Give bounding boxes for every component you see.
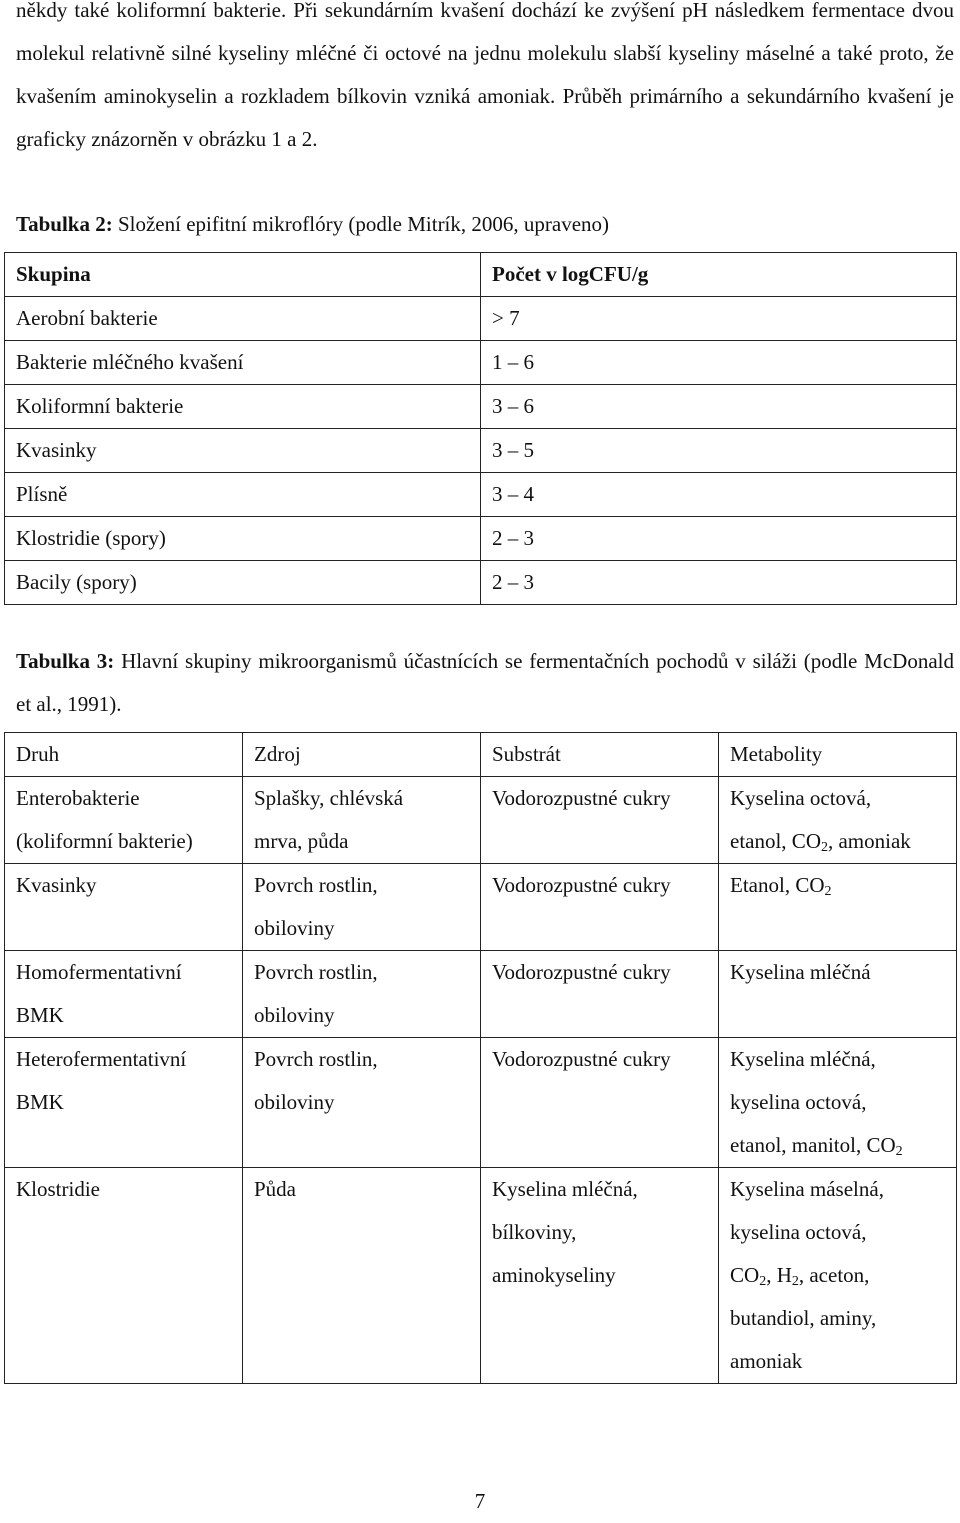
table2-caption-label: Tabulka 2: <box>16 212 113 236</box>
metabolite-text: Kyselina octová, etanol, CO <box>730 786 872 853</box>
table-header-cell: Druh <box>5 733 243 777</box>
metabolite-text: Kyselina mléčná, kyselina octová, etanol, manitol, CO <box>730 1047 896 1157</box>
table-cell: Kyselina mléčná, bílkoviny, aminokyseliny <box>481 1168 719 1384</box>
table-cell: Vodorozpustné cukry <box>481 864 719 951</box>
table-cell: Koliformní bakterie <box>5 385 481 429</box>
metabolite-text: , amoniak <box>827 829 911 853</box>
table-cell: Klostridie (spory) <box>5 517 481 561</box>
metabolite-text: Kyselina máselná, kyselina octová, CO <box>730 1177 884 1287</box>
table-cell: Půda <box>243 1168 481 1384</box>
table-cell: Homofermentativní BMK <box>5 951 243 1038</box>
table-row <box>5 297 957 341</box>
table-cell: Bakterie mléčného kvašení <box>5 341 481 385</box>
table-cell <box>719 1168 957 1384</box>
table-row <box>5 1168 957 1384</box>
table-cell: Heterofermentativní BMK <box>5 1038 243 1168</box>
table2-caption <box>16 203 954 246</box>
body-paragraph: někdy také koliformní bakterie. Při sekundárním kvašení dochází ke zvýšení pH následkem fermentace dvou molekul relativně silné kyseliny mléčné či octové na jednu molekulu slabší kyseliny máselné a také proto, že kvašením aminokyselin a rozkladem bílkovin vzniká amoniak. Průběh primárního a sekundárního kvašení je graficky znázorněn v obrázku 1 a 2. <box>16 0 954 151</box>
subscript: 2 <box>791 1274 799 1289</box>
table-cell: Klostridie <box>5 1168 243 1384</box>
table-cell <box>719 1038 957 1168</box>
metabolite-text: Kyselina mléčná <box>730 960 871 984</box>
table-cell: 3 – 4 <box>481 473 957 517</box>
table2 <box>4 252 957 605</box>
table-header-cell: Substrát <box>481 733 719 777</box>
page-number: 7 <box>474 1489 486 1513</box>
table-cell <box>719 864 957 951</box>
table3-caption-text: Hlavní skupiny mikroorganismů účastnících se fermentačních pochodů v siláži (podle McDonald et al., 1991). <box>16 649 954 716</box>
table-cell: Enterobakterie (koliformní bakterie) <box>5 777 243 864</box>
table-row <box>5 777 957 864</box>
table-cell: Povrch rostlin, obiloviny <box>243 1038 481 1168</box>
metabolite-text: , aceton, butandiol, aminy, amoniak <box>730 1263 877 1373</box>
table-cell: > 7 <box>481 297 957 341</box>
subscript: 2 <box>820 840 828 855</box>
table-row <box>5 473 957 517</box>
table-cell: 3 – 5 <box>481 429 957 473</box>
table3-caption <box>16 640 954 726</box>
table-cell <box>719 951 957 1038</box>
table-cell: Vodorozpustné cukry <box>481 1038 719 1168</box>
table-cell: 3 – 6 <box>481 385 957 429</box>
table-cell: Povrch rostlin, obiloviny <box>243 864 481 951</box>
table-row <box>5 385 957 429</box>
table-row <box>5 951 957 1038</box>
table-cell: 2 – 3 <box>481 517 957 561</box>
table-cell: 1 – 6 <box>481 341 957 385</box>
table-row <box>5 1038 957 1168</box>
table-header-row <box>5 733 957 777</box>
table-header-row <box>5 253 957 297</box>
table-cell: Kvasinky <box>5 429 481 473</box>
table-row <box>5 561 957 605</box>
metabolite-text: , H <box>766 1263 792 1287</box>
subscript: 2 <box>824 884 832 899</box>
table2-caption-text: Složení epifitní mikroflóry (podle Mitrík, 2006, upraveno) <box>112 212 610 236</box>
subscript: 2 <box>759 1274 767 1289</box>
table-row <box>5 517 957 561</box>
subscript: 2 <box>895 1144 903 1159</box>
table-cell: Vodorozpustné cukry <box>481 951 719 1038</box>
table-row <box>5 429 957 473</box>
table-header-cell: Zdroj <box>243 733 481 777</box>
table-cell: Plísně <box>5 473 481 517</box>
table3 <box>4 732 957 1384</box>
table-cell: Vodorozpustné cukry <box>481 777 719 864</box>
table-row <box>5 864 957 951</box>
table-header-cell: Počet v logCFU/g <box>481 253 957 297</box>
table-cell: Splašky, chlévská mrva, půda <box>243 777 481 864</box>
table-header-cell: Metabolity <box>719 733 957 777</box>
table-cell <box>719 777 957 864</box>
table-row <box>5 341 957 385</box>
table-cell: Aerobní bakterie <box>5 297 481 341</box>
table-cell: Bacily (spory) <box>5 561 481 605</box>
table3-caption-label: Tabulka 3: <box>16 649 115 673</box>
metabolite-text: Etanol, CO <box>730 873 825 897</box>
table-cell: Povrch rostlin, obiloviny <box>243 951 481 1038</box>
table-cell: Kvasinky <box>5 864 243 951</box>
table-cell: 2 – 3 <box>481 561 957 605</box>
table-header-cell: Skupina <box>5 253 481 297</box>
